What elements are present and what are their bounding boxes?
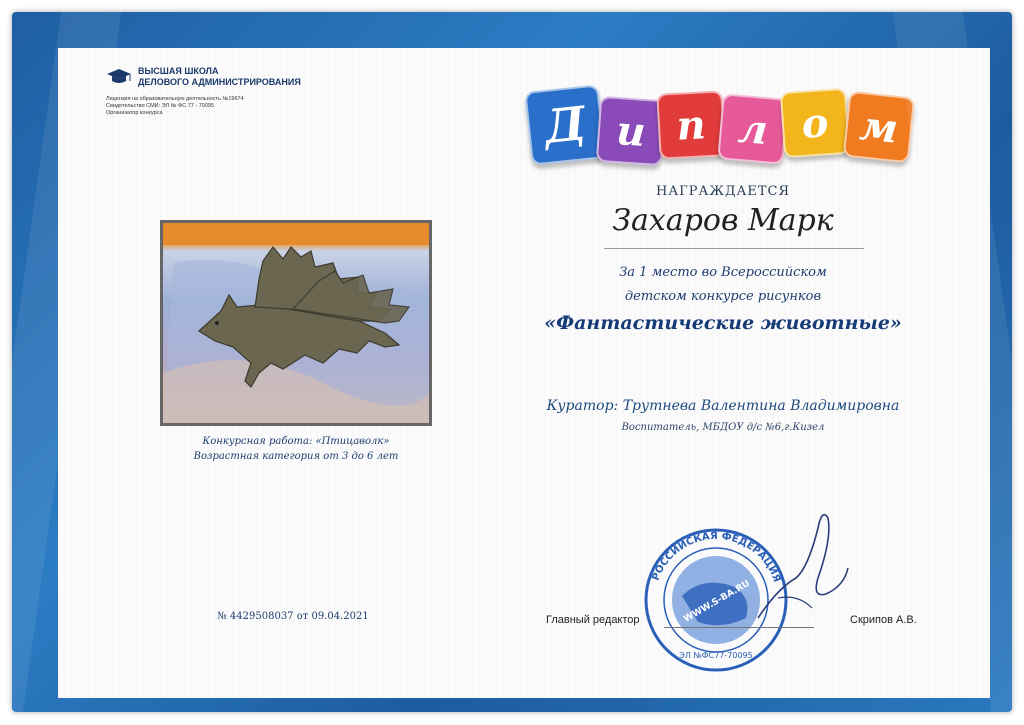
award-label: НАГРАЖДАЕТСЯ [655,184,790,199]
artwork-image [160,220,432,426]
winged-wolf-drawing [163,223,429,423]
editor-name: Скрипов А.В. [850,614,917,626]
title-letter-tile: м [843,91,916,164]
title-letter-tile: л [717,93,789,165]
contest-name: «Фантастические животные» [544,312,902,334]
work-caption: Конкурсная работа: «Птицаволк» Возрастная категория от 3 до 6 лет [193,436,399,462]
curator-position: Воспитатель, МБДОУ д/с №6,г.Кизел [621,422,825,433]
stamp-ring-text: РОССИЙСКАЯ ФЕДЕРАЦИЯ [650,530,783,584]
stamp-site-text: WWW.S-BA.RU [682,578,752,625]
document-number: № 4429508037 от 09.04.2021 [217,611,369,622]
title-letter-tile: и [596,96,666,166]
editor-label: Главный редактор [546,614,640,626]
title-letter-tile: п [656,90,725,159]
curator-name: Куратор: Трутнева Валентина Владимировна [546,398,900,414]
diploma-title [528,82,928,172]
award-reason: За 1 место во Всероссийском детском конкурсе рисунков [619,265,827,304]
certificate-sheet [58,48,990,698]
graduation-cap-icon [106,68,132,86]
organizer-name: ВЫСШАЯ ШКОЛА ДЕЛОВОГО АДМИНИСТРИРОВАНИЯ [138,66,301,87]
certificate-frame [12,12,1012,712]
title-letter-tile: Д [524,84,605,165]
title-letter-tile: о [780,88,850,158]
recipient-name: Захаров Марк [612,203,834,238]
stamp-reg-text: ЭЛ №ФС77-70095 [679,651,753,660]
organizer-details: Лицензия на образовательную деятельность №19674 Свидетельство СМИ: ЭЛ № ФС 77 - 70095 Организатор конкурса [106,96,244,116]
editor-signature [748,508,858,628]
signature-line [664,627,814,628]
recipient-underline [604,248,864,249]
